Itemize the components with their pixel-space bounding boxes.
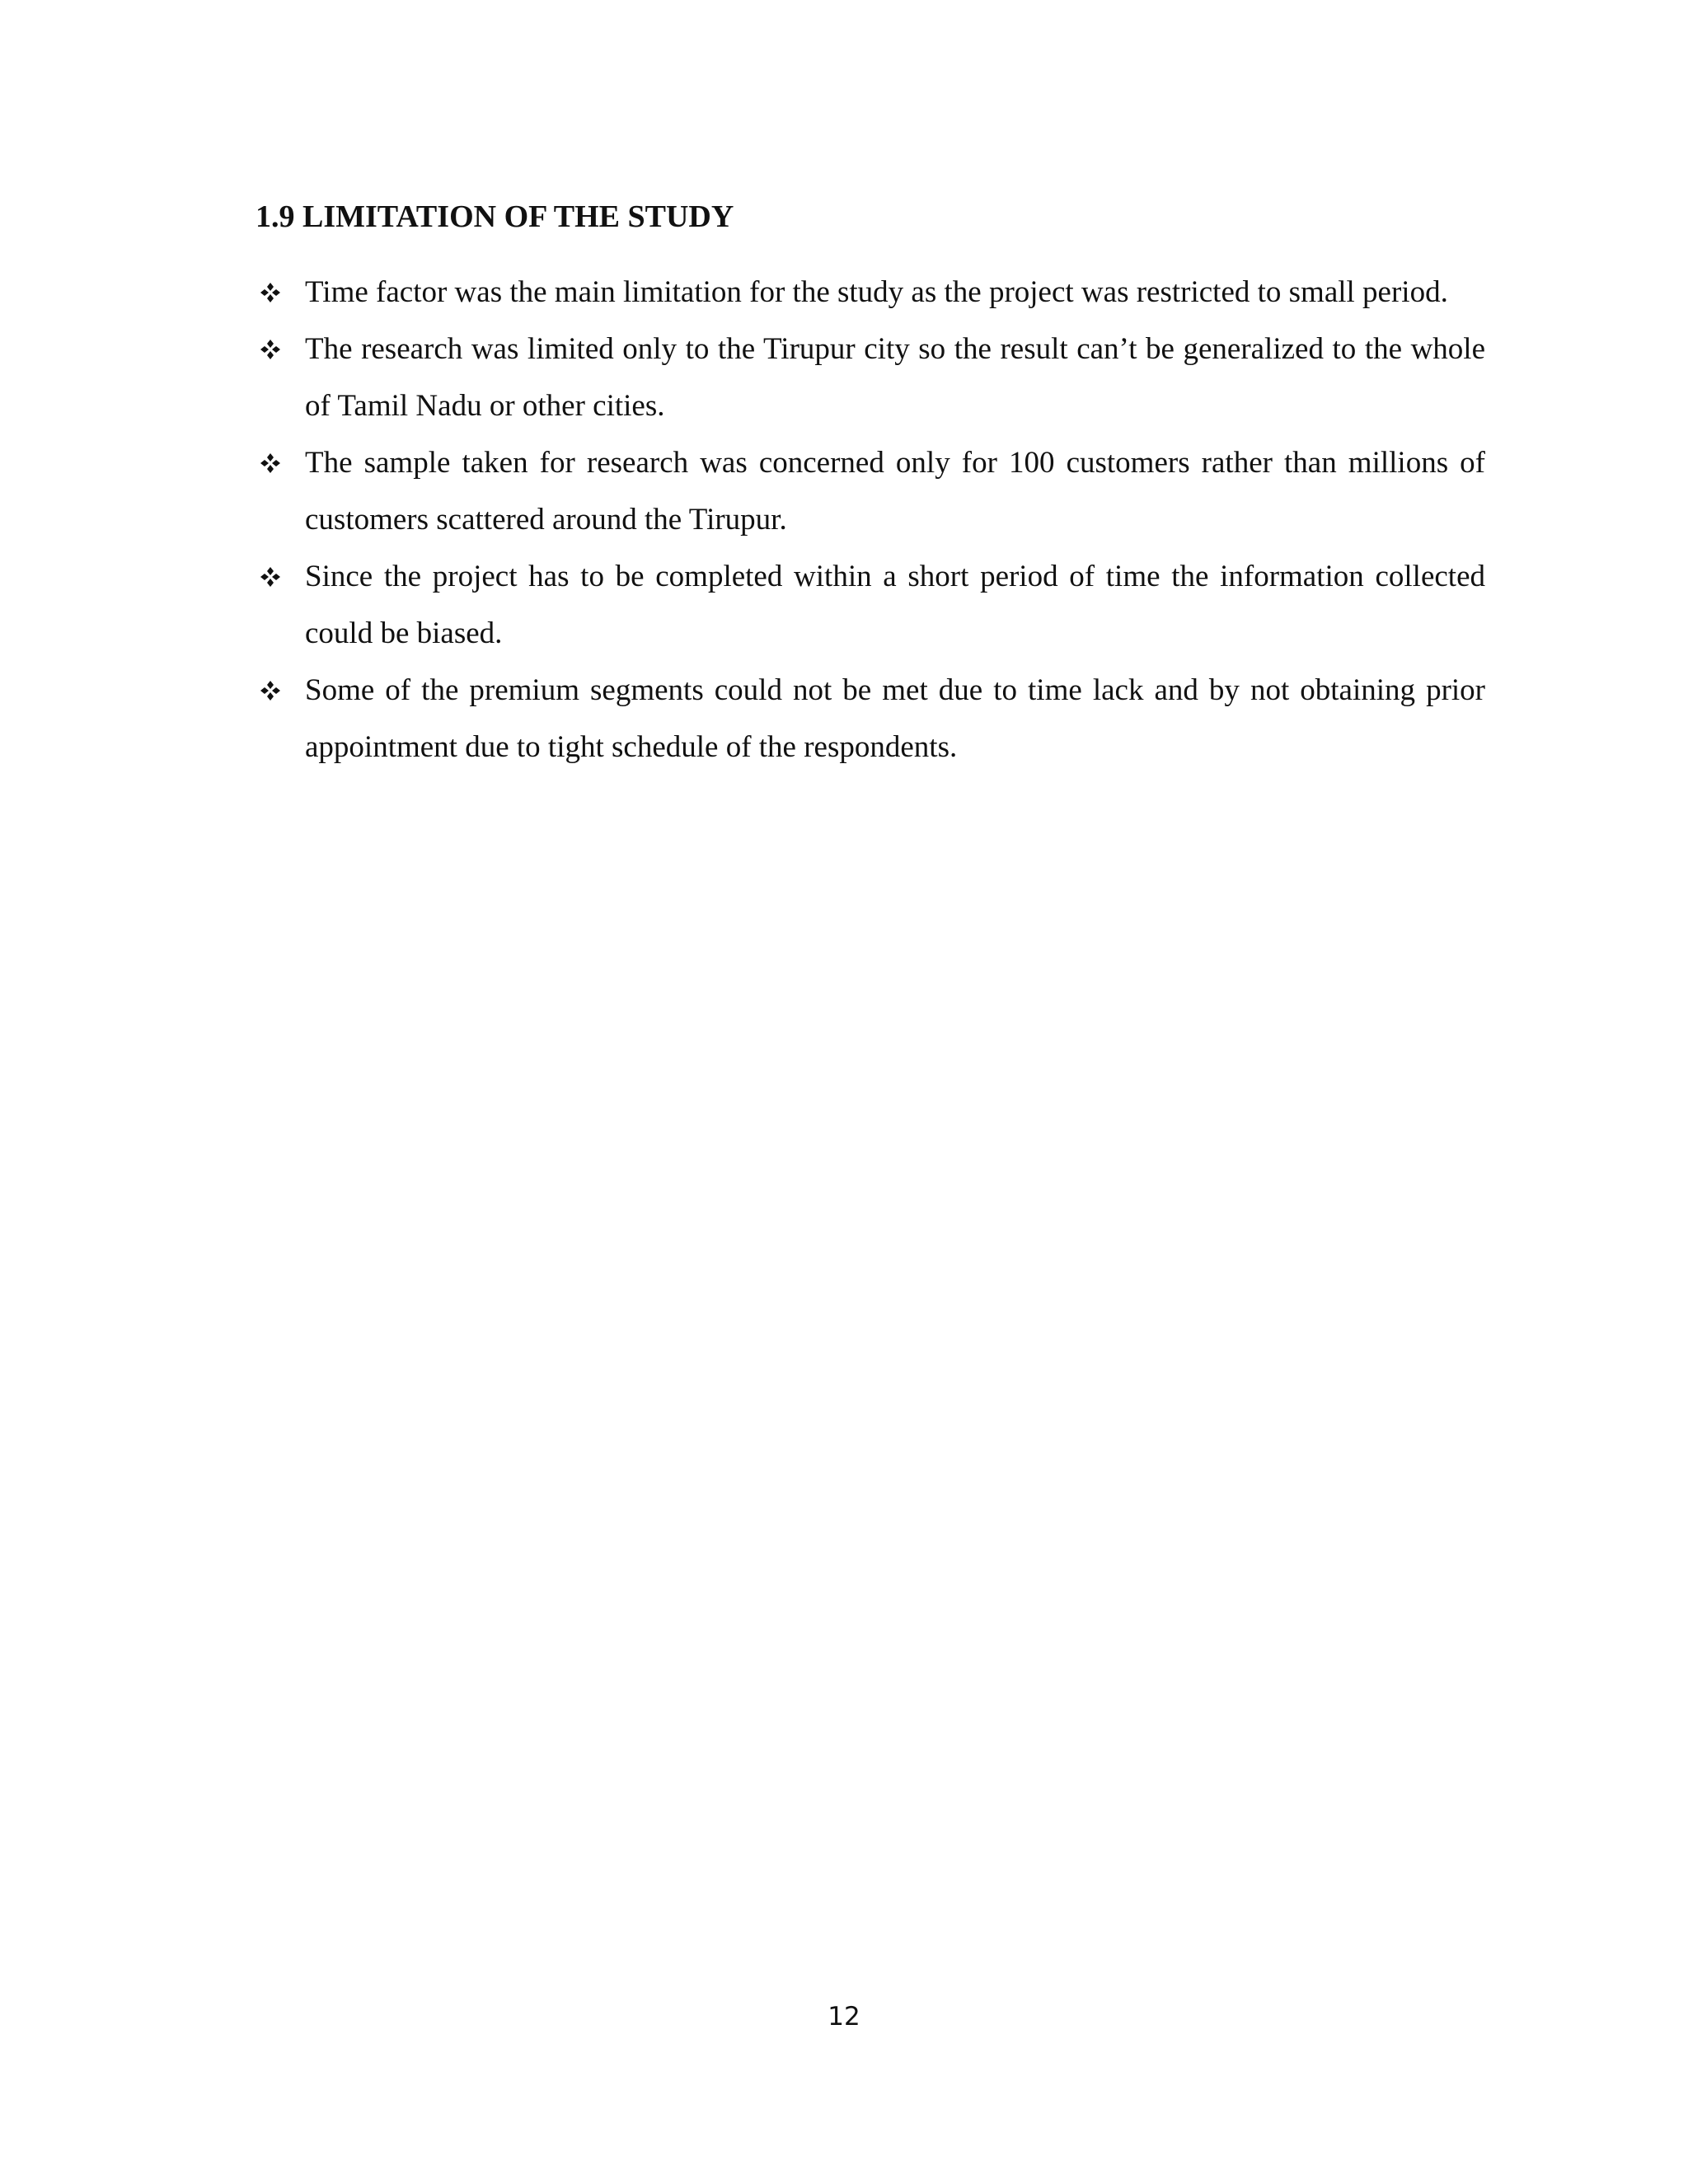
limitations-list — [256, 264, 1485, 776]
four-diamond-star-icon — [256, 321, 285, 377]
list-item-text: Time factor was the main limitation for the study as the project was restricted to small period. — [305, 275, 1448, 309]
list-item — [256, 434, 1485, 548]
four-diamond-star-icon — [256, 264, 285, 321]
list-item-text: The research was limited only to the Tirupur city so the result can’t be generalized to the whole of Tamil Nadu or other cities. — [305, 332, 1485, 423]
list-item — [256, 662, 1485, 776]
list-item — [256, 264, 1485, 321]
section-heading: 1.9 LIMITATION OF THE STUDY — [256, 199, 734, 234]
page-number: 12 — [828, 2002, 860, 2032]
list-item-text: Some of the premium segments could not be met due to time lack and by not obtaining prior appointment due to tight schedule of the respondents. — [305, 673, 1485, 764]
four-diamond-star-icon — [256, 434, 285, 491]
list-item — [256, 548, 1485, 662]
four-diamond-star-icon — [256, 548, 285, 605]
list-item-text: The sample taken for research was concerned only for 100 customers rather than millions of customers scattered around the Tirupur. — [305, 446, 1485, 537]
four-diamond-star-icon — [256, 662, 285, 719]
list-item-text: Since the project has to be completed within a short period of time the information collected could be biased. — [305, 560, 1485, 650]
list-item — [256, 321, 1485, 434]
